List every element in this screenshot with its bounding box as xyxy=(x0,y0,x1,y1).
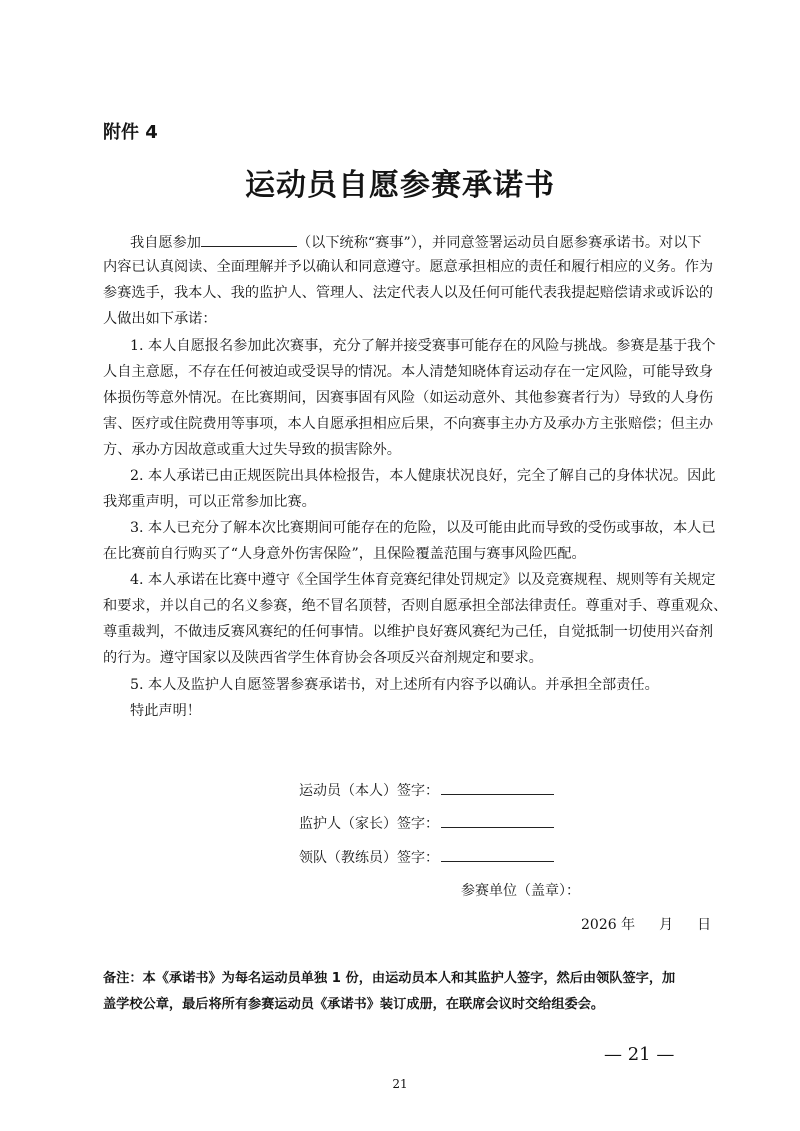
note-line-1: 备注：本《承诺书》为每名运动员单独 1 份，由运动员本人和其监护人签字，然后由领队签字，加 xyxy=(103,971,676,986)
clause-3-line: 在比赛前自行购买了“人身意外伤害保险”，且保险覆盖范围与赛事风险匹配。 xyxy=(103,546,586,562)
clause-1-line: 1. 本人自愿报名参加此次赛事，充分了解并接受赛事可能存在的风险与挑战。参赛是基于我个 xyxy=(130,338,716,354)
guardian-signature-row xyxy=(299,813,554,833)
note-line-2: 盖学校公章，最后将所有参赛运动员《承诺书》装订成册，在联席会议时交给组委会。 xyxy=(103,997,605,1012)
intro-text-a: 我自愿参加 xyxy=(130,235,201,251)
date-day-unit: 日 xyxy=(697,917,712,933)
clause-3-line: 3. 本人已充分了解本次比赛期间可能存在的危险，以及可能由此而导致的受伤或事故，本人已 xyxy=(130,520,716,536)
attachment-label: 附件 4 xyxy=(103,122,158,143)
unit-seal-label: 参赛单位（盖章）： xyxy=(461,883,580,899)
athlete-signature-row xyxy=(299,780,554,800)
intro-line-1 xyxy=(130,232,702,252)
athlete-signature-field[interactable] xyxy=(441,780,554,795)
intro-line-2: 内容已认真阅读、全面理解并予以确认和同意遵守。愿意承担相应的责任和履行相应的义务。作为 xyxy=(103,259,714,275)
guardian-signature-label: 监护人（家长）签字： xyxy=(299,816,439,832)
document-title: 运动员自愿参赛承诺书 xyxy=(245,168,555,203)
coach-signature-field[interactable] xyxy=(441,847,554,862)
declaration: 特此声明！ xyxy=(130,703,201,719)
clause-1-line: 人自主意愿，不存在任何被迫或受误导的情况。本人清楚知晓体育运动存在一定风险，可能导致身 xyxy=(103,364,714,380)
date-year-unit: 年 xyxy=(621,917,636,933)
event-name-blank[interactable] xyxy=(201,232,297,247)
clause-2-line: 我郑重声明，可以正常参加比赛。 xyxy=(103,494,316,510)
intro-line-4: 人做出如下承诺： xyxy=(103,311,217,327)
page-number: 21 xyxy=(392,1077,408,1091)
clause-1-line: 害、医疗或住院费用等事项，本人自愿承担相应后果，不向赛事主办方及承办方主张赔偿；但主办 xyxy=(103,416,714,432)
clause-5-line: 5. 本人及监护人自愿签署参赛承诺书，对上述所有内容予以确认。并承担全部责任。 xyxy=(130,677,659,693)
intro-text-b: （以下统称“赛事”），并同意签署运动员自愿参赛承诺书。对以下 xyxy=(296,235,702,251)
date-line xyxy=(581,914,711,934)
guardian-signature-field[interactable] xyxy=(441,813,554,828)
date-year: 2026 xyxy=(581,917,617,933)
clause-4-line: 的行为。遵守国家以及陕西省学生体育协会各项反兴奋剂规定和要求。 xyxy=(103,650,543,666)
coach-signature-row xyxy=(299,847,554,867)
page-label: — 21 — xyxy=(604,1044,675,1065)
intro-line-3: 参赛选手，我本人、我的监护人、管理人、法定代表人以及任何可能代表我提起赔偿请求或诉讼的 xyxy=(103,285,714,301)
clause-4-line: 尊重裁判，不做违反赛风赛纪的任何事情。以维护良好赛风赛纪为己任，自觉抵制一切使用兴奋剂 xyxy=(103,624,714,640)
coach-signature-label: 领队（教练员）签字： xyxy=(299,850,439,866)
clause-4-line: 4. 本人承诺在比赛中遵守《全国学生体育竞赛纪律处罚规定》以及竞赛规程、规则等有关规定 xyxy=(130,572,716,588)
clause-1-line: 体损伤等意外情况。在比赛期间，因赛事固有风险（如运动意外、其他参赛者行为）导致的人身伤 xyxy=(103,390,714,406)
clause-1-line: 方、承办方因故意或重大过失导致的损害除外。 xyxy=(103,442,401,458)
athlete-signature-label: 运动员（本人）签字： xyxy=(299,783,439,799)
clause-4-line: 和要求，并以自己的名义参赛，绝不冒名顶替，否则自愿承担全部法律责任。尊重对手、尊重观众、 xyxy=(103,598,728,614)
date-month-unit: 月 xyxy=(659,917,674,933)
clause-2-line: 2. 本人承诺已由正规医院出具体检报告，本人健康状况良好，完全了解自己的身体状况。因此 xyxy=(130,468,716,484)
